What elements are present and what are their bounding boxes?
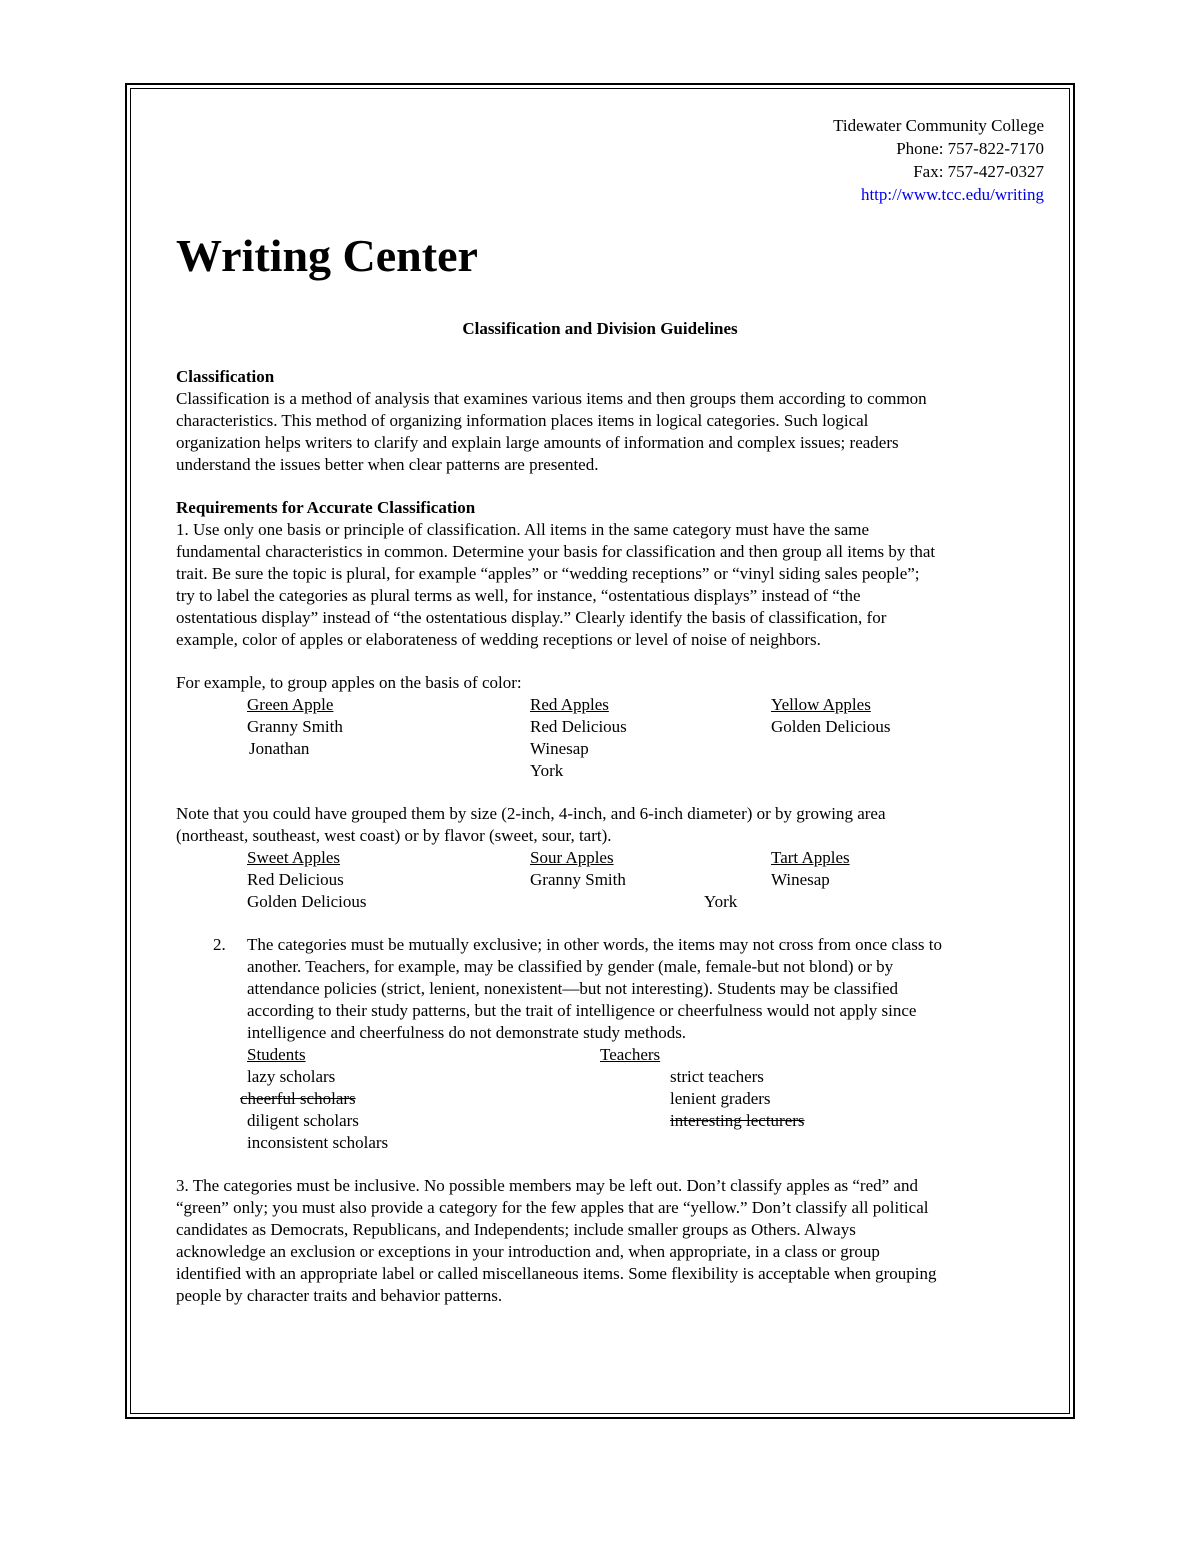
table-cell: Winesap: [771, 870, 830, 889]
column-header: Teachers: [600, 1045, 661, 1064]
table-cell: diligent scholars: [247, 1111, 359, 1130]
table-cell: Golden Delicious: [247, 892, 367, 911]
table-cell: Golden Delicious: [771, 717, 891, 736]
table-cell: lazy scholars: [247, 1067, 336, 1086]
table-row: [176, 1132, 1046, 1154]
table-cell: York: [530, 761, 564, 780]
paragraph-line: people by character traits and behavior patterns.: [176, 1286, 503, 1305]
table-row: [176, 716, 1046, 738]
table-cell: interesting lecturers: [670, 1111, 805, 1130]
table-row: [176, 1110, 1046, 1132]
fax-number: Fax: 757-427-0327: [913, 162, 1044, 181]
college-name: Tidewater Community College: [833, 116, 1044, 135]
paragraph-line: organization helps writers to clarify and explain large amounts of information and complex issues; readers: [176, 433, 899, 452]
list-number: 2.: [213, 935, 226, 954]
paragraph-line: The categories must be mutually exclusive; in other words, the items may not cross from once class to: [247, 935, 942, 954]
table-cell: Granny Smith: [247, 717, 343, 736]
column-header: Sour Apples: [530, 848, 614, 867]
paragraph-line: (northeast, southeast, west coast) or by flavor (sweet, sour, tart).: [176, 826, 612, 845]
table-cell: York: [704, 892, 738, 911]
website-link[interactable]: http://www.tcc.edu/writing: [860, 185, 1044, 204]
paragraph-line: another. Teachers, for example, may be classified by gender (male, female-but not blond) or by: [247, 957, 894, 976]
paragraph-line: Note that you could have grouped them by size (2-inch, 4-inch, and 6-inch diameter) or by growing area: [176, 804, 886, 823]
column-header: Green Apple: [247, 695, 334, 714]
document-subtitle: Classification and Division Guidelines: [462, 319, 738, 338]
table-row: [176, 1088, 1046, 1110]
classification-heading: Classification: [176, 367, 275, 386]
paragraph-line: attendance policies (strict, lenient, nonexistent—but not interesting). Students may be classified: [247, 979, 899, 998]
phone-number: Phone: 757-822-7170: [896, 139, 1044, 158]
paragraph-line: Classification is a method of analysis that examines various items and then groups them according to common: [176, 389, 927, 408]
column-header: Yellow Apples: [771, 695, 871, 714]
table-cell: Winesap: [530, 739, 589, 758]
color-table-header: [176, 694, 1046, 716]
table-cell: Red Delicious: [530, 717, 627, 736]
table-cell: inconsistent scholars: [247, 1133, 389, 1152]
paragraph-line: fundamental characteristics in common. Determine your basis for classification and then group all items by that: [176, 542, 936, 561]
students-teachers-header: [176, 1044, 1046, 1066]
page-title: Writing Center: [176, 230, 478, 281]
table-cell: lenient graders: [670, 1089, 771, 1108]
paragraph-line: understand the issues better when clear patterns are presented.: [176, 455, 599, 474]
color-example-intro: For example, to group apples on the basis of color:: [176, 673, 522, 692]
paragraph-line: 3. The categories must be inclusive. No possible members may be left out. Don’t classify apples as “red” and: [176, 1176, 918, 1195]
paragraph-line: characteristics. This method of organizing information places items in logical categories. Such logical: [176, 411, 869, 430]
document-body: [176, 366, 1046, 1307]
paragraph-line: acknowledge an exclusion or exceptions in your introduction and, when appropriate, in a class or group: [176, 1242, 880, 1261]
table-cell: cheerful scholars: [240, 1089, 356, 1108]
paragraph-line: example, color of apples or elaborateness of wedding receptions or level of noise of neighbors.: [176, 630, 821, 649]
column-header: Tart Apples: [771, 848, 850, 867]
paragraph-line: intelligence and cheerfulness do not demonstrate study methods.: [247, 1023, 687, 1042]
table-row: [176, 760, 1046, 782]
table-cell: Granny Smith: [530, 870, 626, 889]
paragraph-line: “green” only; you must also provide a category for the few apples that are “yellow.” Don’t classify all political: [176, 1198, 929, 1217]
table-cell: Red Delicious: [247, 870, 344, 889]
column-header: Red Apples: [530, 695, 609, 714]
list-item-2: [176, 934, 1046, 1044]
contact-block: [833, 114, 1044, 206]
column-header: Sweet Apples: [247, 848, 341, 867]
paragraph-line: try to label the categories as plural terms as well, for instance, “ostentatious displays” instead of “the: [176, 586, 861, 605]
paragraph-line: trait. Be sure the topic is plural, for example “apples” or “wedding receptions” or “vinyl siding sales people”;: [176, 564, 920, 583]
paragraph-line: ostentatious display” instead of “the ostentatious display.” Clearly identify the basis of classification, for: [176, 608, 887, 627]
paragraph-line: 1. Use only one basis or principle of classification. All items in the same category must have the same: [176, 520, 870, 539]
table-row: [176, 869, 1046, 891]
table-cell: strict teachers: [670, 1067, 764, 1086]
paragraph-line: according to their study patterns, but the trait of intelligence or cheerfulness would not apply since: [247, 1001, 917, 1020]
column-header: Students: [247, 1045, 306, 1064]
table-row: [176, 1066, 1046, 1088]
flavor-table-header: [176, 847, 1046, 869]
paragraph-line: identified with an appropriate label or called miscellaneous items. Some flexibility is acceptable when grouping: [176, 1264, 937, 1283]
paragraph-line: candidates as Democrats, Republicans, and Independents; include smaller groups as Others. Always: [176, 1220, 856, 1239]
table-cell: Jonathan: [249, 739, 310, 758]
table-row: [176, 891, 1046, 913]
requirements-heading: Requirements for Accurate Classification: [176, 498, 476, 517]
table-row: [176, 738, 1046, 760]
